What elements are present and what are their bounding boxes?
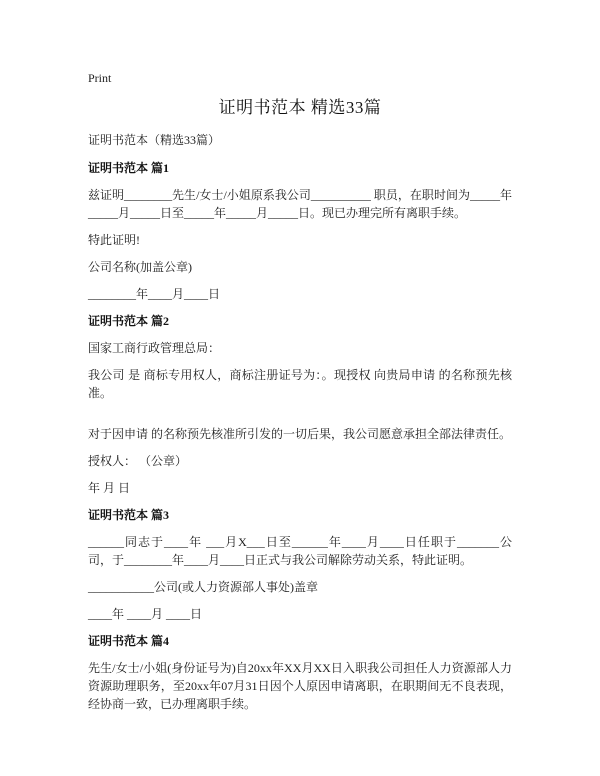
section-3-date-line: ____年 ____月 ____日	[88, 607, 203, 621]
section-3-paragraph: ___________公司(或人力资源部人事处)盖章	[88, 580, 318, 594]
document-body	[88, 69, 512, 713]
document-subtitle: 证明书范本（精选33篇）	[88, 133, 221, 147]
section-3-paragraph: ______同志于____年 ___月X___日至______年____月____日任职于_______公司，于________年____月____日正式与我公司解除劳动关系，特此证明。	[88, 535, 512, 567]
section-heading-1: 证明书范本 篇1	[88, 161, 170, 175]
section-2-paragraph: 我公司 是 商标专用权人，商标注册证号为：。现授权 向贵局申请 的名称预先核准。	[88, 368, 512, 400]
section-1-paragraph: 特此证明!	[88, 233, 140, 247]
section-2-paragraph: 授权人： （公章）	[88, 454, 188, 468]
section-2-paragraph: 对于因申请 的名称预先核准所引发的一切后果，我公司愿意承担全部法律责任。	[88, 427, 512, 441]
section-1-date-line: ________年____月____日	[88, 287, 221, 301]
section-heading-2: 证明书范本 篇2	[88, 314, 170, 328]
page-title: 证明书范本 精选33篇	[218, 98, 382, 117]
section-1-paragraph: 公司名称(加盖公章)	[88, 260, 192, 274]
print-link[interactable]: Print	[88, 71, 112, 85]
section-2-date-line: 年 月 日	[88, 481, 131, 495]
section-heading-4: 证明书范本 篇4	[88, 634, 170, 648]
section-1-paragraph: 兹证明________先生/女士/小姐原系我公司__________ 职员，在职时间为_____年_____月_____日至_____年_____月_____日。现已办理完所有离职手续。	[88, 188, 512, 220]
section-4-paragraph: 先生/女士/小姐(身份证号为)自20xx年XX月XX日入职我公司担任人力资源部人力资源助理职务，至20xx年07月31日因个人原因申请离职，在职期间无不良表现，经协商一致，已办理离职手续。	[88, 661, 512, 711]
section-heading-3: 证明书范本 篇3	[88, 508, 170, 522]
section-2-paragraph: 国家工商行政管理总局：	[88, 341, 221, 355]
